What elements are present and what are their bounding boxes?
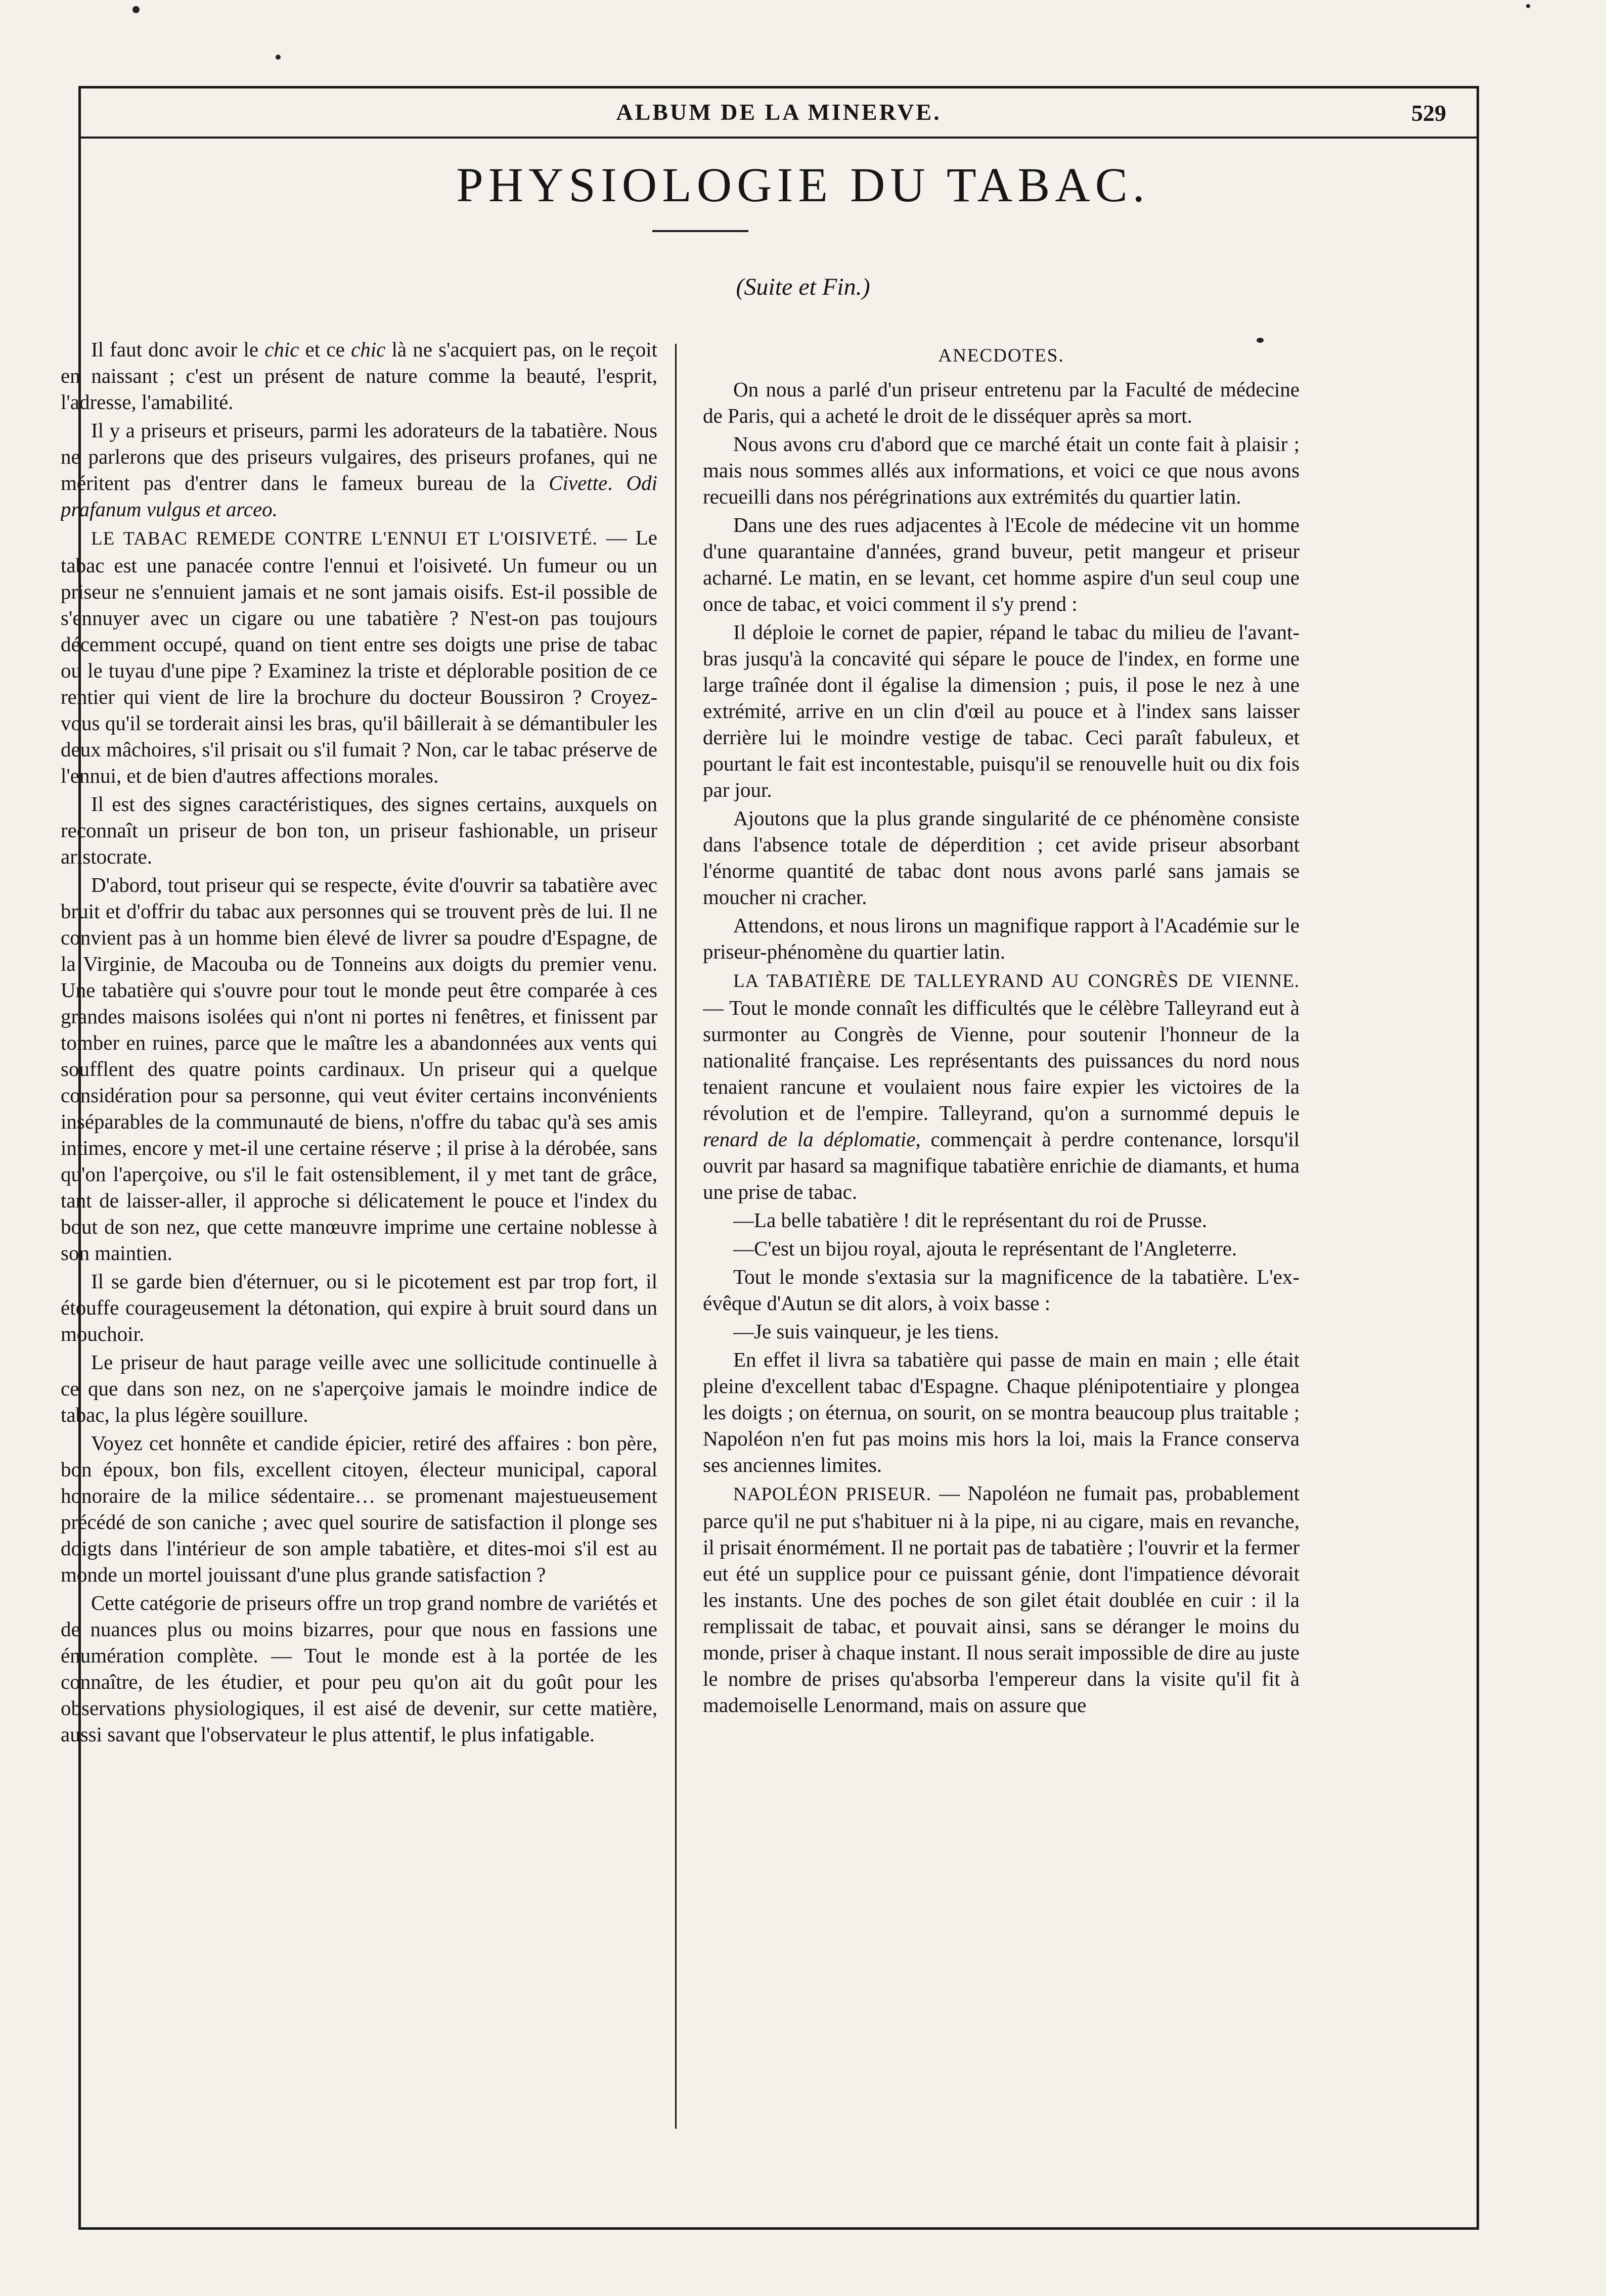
paragraph: Tout le monde s'extasia sur la magnificence de la tabatière. L'ex-évêque d'Autun se dit alors, à voix basse : — [703, 1265, 1300, 1315]
column-divider — [675, 344, 677, 2129]
article-title: PHYSIOLOGIE DU TABAC. — [456, 158, 1150, 212]
paragraph: —La belle tabatière ! dit le représentant du roi de Prusse. — [733, 1208, 1207, 1232]
paragraph: LA TABATIÈRE DE TALLEYRAND AU CONGRÈS DE VIENNE. — Tout le monde connaît les difficultés que le célèbre Talleyrand eut à surmonter au Congrès de Vienne, pour soutenir l'honneur de la nationalité française. Les représentants des puissances du nord nous tenaient rancune et voulaient nous faire expier les victoires de la révolution et de l'empire. Talleyrand, qu'on a surnommé depuis le renard de la déplomatie, commençait à perdre contenance, lorsqu'il ouvrit par hasard sa magnifique tabatière enrichie de diamants, et huma une prise de tabac. — [703, 971, 1300, 1203]
running-title: ALBUM DE LA MINERVE. — [616, 99, 942, 125]
paragraph: —Je suis vainqueur, je les tiens. — [733, 1320, 999, 1343]
print-speck — [1526, 4, 1530, 8]
paragraph: NAPOLÉON PRISEUR. — Napoléon ne fumait pas, probablement parce qu'il ne put s'habituer ni à la pipe, ni au cigare, mais en revanche, il prisait énormément. Il ne portait pas de tabatière ; l'ouvrir et la fermer eut été un supplice pour ce puissant génie, dont l'impatience dévorait les instants. Une des poches de son gilet était doublée en cuir : il la remplissait de tabac, et pouvait ainsi, sans se déranger le moins du monde, priser à chaque instant. Il nous serait impossible de dire au juste le nombre de prises qu'absorba l'empereur dans la visite qu'il fit à mademoiselle Lenormand, mais on assure que — [703, 1481, 1300, 1717]
header-rule — [81, 137, 1477, 139]
paragraph: Ajoutons que la plus grande singularité de ce phénomène consiste dans l'absence totale de déperdition ; cet avide priseur absorbant l'énorme quantité de tabac dont nous avons parlé sans jamais se moucher ni cracher. — [703, 806, 1300, 909]
section-heading: LE TABAC REMEDE CONTRE L'ENNUI ET L'OISIVETÉ. — [91, 528, 598, 549]
right-column — [703, 336, 1300, 2116]
paragraph: En effet il livra sa tabatière qui passe de main en main ; elle était pleine d'excellent tabac d'Espagne. Chaque plénipotentiaire y plongea les doigts ; on éternua, on sourit, on se montra beaucoup plus traitable ; Napoléon n'en fut pas moins mis hors la loi, mais la France conserva ses anciennes limites. — [703, 1348, 1300, 1476]
paragraph: Cette catégorie de priseurs offre un trop grand nombre de variétés et de nuances plus ou moins bizarres, pour que nous en fassions une énumération complète. — Tout le monde est à la portée de les connaître, de les étudier, et pour peu qu'on ait du goût pour les observations physiologiques, il est aisé de devenir, sur cette matière, aussi savant que l'observateur le plus attentif, le plus infatigable. — [61, 1591, 657, 1746]
paragraph: LE TABAC REMEDE CONTRE L'ENNUI ET L'OISIVETÉ. — Le tabac est une panacée contre l'ennui et l'oisiveté. Un fumeur ou un priseur ne s'ennuient jamais et ne sont jamais oisifs. Est-il possible de s'ennuyer avec un cigare ou une tabatière ? N'est-on pas toujours décemment occupé, quand on tient entre ses doigts une prise de tabac ou le tuyau d'une pipe ? Examinez la triste et déplorable position de ce rentier qui vient de lire la brochure du docteur Boussiron ? Croyez-vous qu'il se torderait ainsi les bras, qu'il bâillerait à se démantibuler les deux mâchoires, s'il prisait ou s'il fumait ? Non, car le tabac préserve de l'ennui, et de bien d'autres affections morales. — [61, 526, 657, 787]
print-speck — [276, 55, 281, 60]
left-column — [61, 336, 657, 2116]
paragraph: Dans une des rues adjacentes à l'Ecole de médecine vit un homme d'une quarantaine d'années, grand buveur, petit mangeur et priseur acharné. Le matin, en se levant, cet homme aspire d'un seul coup une once de tabac, et voici comment il s'y prend : — [703, 513, 1300, 615]
paragraph: Voyez cet honnête et candide épicier, retiré des affaires : bon père, bon époux, bon fils, excellent citoyen, électeur municipal, caporal honoraire de la milice sédentaire… se promenant majestueusement précédé de son caniche ; avec quel sourire de satisfaction il plonge ses doigts dans l'intérieur de son ample tabatière, et dites-moi s'il est au monde un mortel jouissant d'une plus grande satisfaction ? — [61, 1431, 657, 1586]
paragraph: Le priseur de haut parage veille avec une sollicitude continuelle à ce que dans son nez, on ne s'aperçoive jamais le moindre indice de tabac, la plus légère souillure. — [61, 1350, 657, 1426]
section-heading: NAPOLÉON PRISEUR. — [733, 1484, 932, 1505]
print-speck — [132, 6, 140, 13]
paragraph: Il est des signes caractéristiques, des signes certains, auxquels on reconnaît un priseur de bon ton, un priseur fashionable, un priseur aristocrate. — [61, 792, 657, 868]
paragraph: Nous avons cru d'abord que ce marché était un conte fait à plaisir ; mais nous sommes allés aux informations, et voici ce que nous avons recueilli dans nos pérégrinations aux extrémités du quartier latin. — [703, 432, 1300, 508]
paragraph: On nous a parlé d'un priseur entretenu par la Faculté de médecine de Paris, qui a acheté le droit de le disséquer après sa mort. — [703, 378, 1300, 427]
section-heading: LA TABATIÈRE DE TALLEYRAND AU CONGRÈS DE VIENNE. — [733, 971, 1300, 992]
anecdotes-heading: ANECDOTES. — [938, 345, 1064, 366]
paragraph: D'abord, tout priseur qui se respecte, évite d'ouvrir sa tabatière avec bruit et d'offrir du tabac aux personnes qui se trouvent près de lui. Il ne convient pas à un homme bien élevé de livrer sa poudre d'Espagne, de la Virginie, de Macouba ou de Tonneins aux doigts du premier venu. Une tabatière qui s'ouvre pour tout le monde peut être comparée à ces grandes maisons isolées qui n'ont ni portes ni fenêtres, et finissent par tomber en ruines, parce que le maître les a abandonnées aux vents qui soufflent des quatre points cardinaux. Un priseur qui a quelque considération pour sa personne, qui veut éviter certains inconvénients inséparables de la communauté de biens, n'offre du tabac qu'à ses amis intimes, encore y met-il une certaine réserve ; il prise à la dérobée, sans qu'on l'aperçoive, ou s'il le fait ostensiblement, il y met tant de grâce, tant de laisser-aller, il approche si délicatement le pouce et l'index du bout de son nez, que cette manœuvre imprime une certaine noblesse à son maintien. — [61, 873, 657, 1265]
paragraph: Attendons, et nous lirons un magnifique rapport à l'Académie sur le priseur-phénomène du quartier latin. — [703, 914, 1300, 963]
paragraph: —C'est un bijou royal, ajouta le représentant de l'Angleterre. — [733, 1237, 1237, 1260]
article-subtitle: (Suite et Fin.) — [736, 274, 870, 300]
paragraph: Il y a priseurs et priseurs, parmi les adorateurs de la tabatière. Nous ne parlerons que des priseurs vulgaires, des priseurs profanes, qui ne méritent pas d'entrer dans le fameux bureau de la Civette. Odi prafanum vulgus et arceo. — [61, 419, 657, 521]
page-number: 529 — [1411, 100, 1446, 126]
paragraph: Il faut donc avoir le chic et ce chic là ne s'acquiert pas, on le reçoit en naissant ; c'est un présent de nature comme la beauté, l'esprit, l'adresse, l'amabilité. — [61, 338, 657, 414]
paragraph: Il se garde bien d'éternuer, ou si le picotement est par trop fort, il étouffe courageusement la détonation, qui expire à bruit sourd dans un mouchoir. — [61, 1270, 657, 1345]
paragraph: Il déploie le cornet de papier, répand le tabac du milieu de l'avant-bras jusqu'à la concavité qui sépare le pouce de l'index, en forme une large traînée dont il égalise la dimension ; puis, il pose le nez à une extrémité, arrive en un clin d'œil au pouce et à l'index sans laisser derrière lui le moindre vestige de tabac. Ceci paraît fabuleux, et pourtant le fait est incontestable, puisqu'il se renouvelle huit ou dix fois par jour. — [703, 620, 1300, 801]
title-rule — [652, 230, 748, 232]
